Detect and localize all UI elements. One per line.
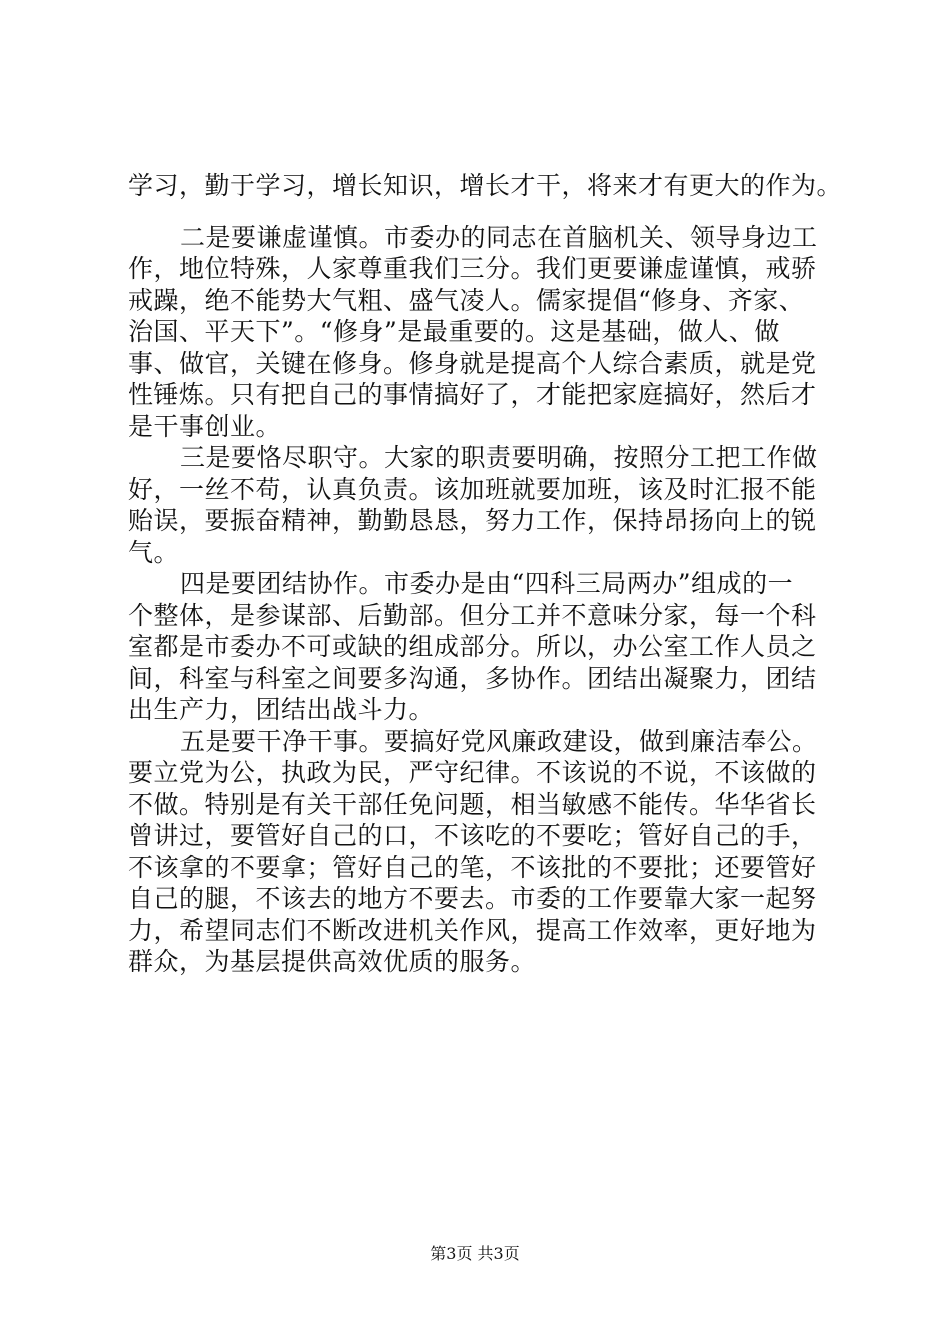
text-line: 不做。特别是有关干部任免问题，相当敏感不能传。华华省长 [128,789,817,819]
page-footer: 第3页 共3页 [430,1244,520,1263]
text-line: 事、做官，关键在修身。修身就是提高个人综合素质，就是党 [128,348,817,378]
text-line: 三是要恪尽职守。大家的职责要明确，按照分工把工作做 [180,443,818,472]
text-line: 二是要谦虚谨慎。市委办的同志在首脑机关、领导身边工 [180,222,818,252]
paragraph [128,222,838,443]
text-line: 自己的腿，不该去的地方不要去。市委的工作要靠大家一起努 [128,884,817,913]
text-line: 好，一丝不苟，认真负责。该加班就要加班，该及时汇报不能 [128,474,817,504]
text-line: 四是要团结协作。市委办是由“四科三局两办”组成的一 [180,569,794,598]
paragraph [128,726,838,978]
text-line: 性锤炼。只有把自己的事情搞好了，才能把家庭搞好，然后才 [128,380,817,409]
text-line: 学习，勤于学习，增长知识，增长才干，将来才有更大的作为。 [128,171,843,200]
document-body [128,170,843,978]
paragraph-gap [128,202,838,222]
text-line: 出生产力，团结出战斗力。 [128,695,435,724]
text-line: 间，科室与科室之间要多沟通，多协作。团结出凝聚力，团结 [128,663,817,693]
text-line: 群众，为基层提供高效优质的服务。 [128,947,537,976]
text-line: 是干事创业。 [128,411,282,441]
text-line: 贻误，要振奋精神，勤勤恳恳，努力工作，保持昂扬向上的锐 [128,506,817,535]
text-line: 曾讲过，要管好自己的口，不该吃的不要吃；管好自己的手， [128,821,817,850]
text-line: 室都是市委办不可或缺的组成部分。所以，办公室工作人员之 [128,632,817,661]
text-line: 戒躁，绝不能势大气粗、盛气凌人。儒家提倡“修身、齐家、 [128,285,805,315]
text-line: 五是要干净干事。要搞好党风廉政建设，做到廉洁奉公。 [180,726,818,756]
text-line: 气。 [128,537,180,567]
paragraph [128,170,843,202]
text-line: 力，希望同志们不断改进机关作风，提高工作效率，更好地为 [128,915,817,945]
paragraph [128,442,838,568]
text-line: 治国、平天下”。“修身”是最重要的。这是基础，做人、做 [128,317,780,346]
text-line: 作，地位特殊，人家尊重我们三分。我们更要谦虚谨慎，戒骄 [128,254,817,283]
text-line: 个整体，是参谋部、后勤部。但分工并不意味分家，每一个科 [128,600,817,630]
text-line: 要立党为公，执政为民，严守纪律。不该说的不说，不该做的 [128,758,817,787]
paragraph [128,568,838,726]
text-line: 不该拿的不要拿；管好自己的笔，不该批的不要批；还要管好 [128,852,817,882]
